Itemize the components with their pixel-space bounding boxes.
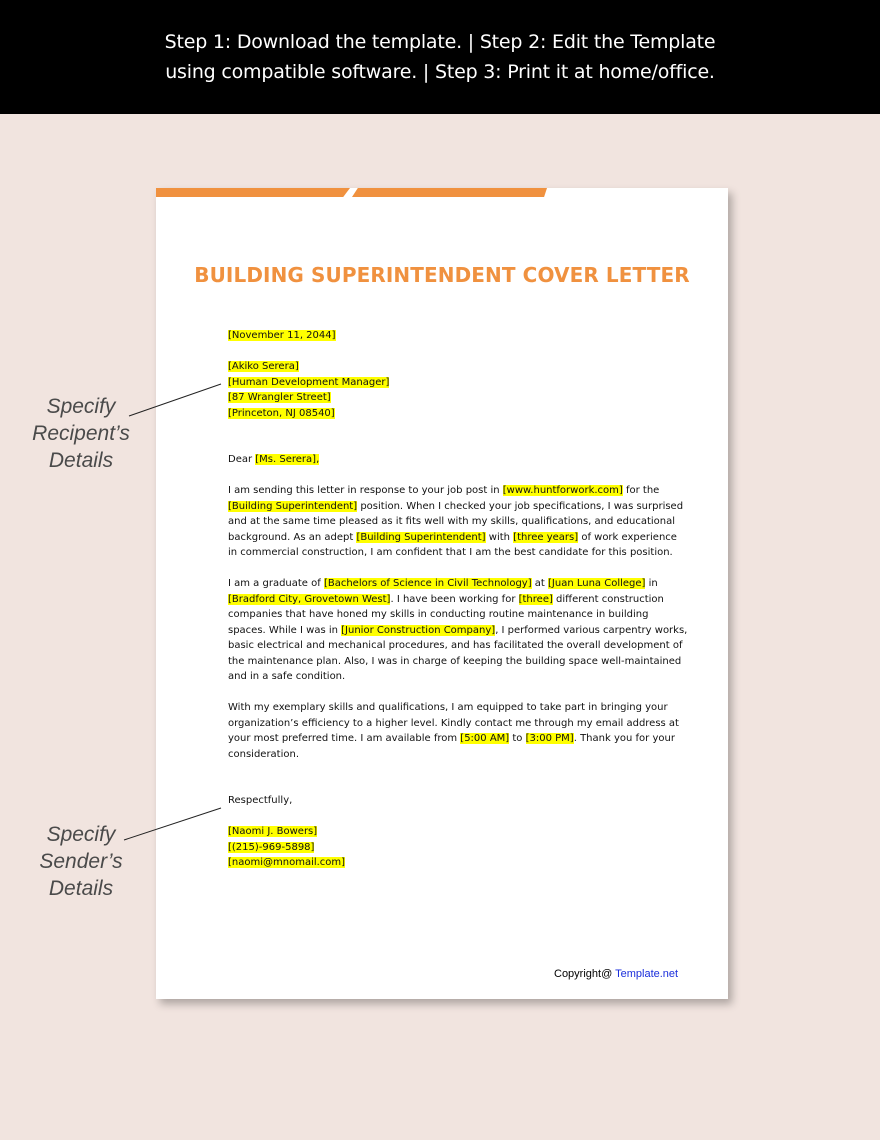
sender-phone: [(215)-969-5898] [228, 841, 315, 853]
closing: Respectfully, [228, 795, 293, 806]
letter-body [228, 328, 688, 871]
date: [November 11, 2044] [228, 330, 336, 341]
copyright [554, 968, 678, 980]
banner-line-1: Step 1: Download the template. | Step 2: Edit the Template [164, 31, 716, 53]
salutation-prefix: Dear [228, 454, 253, 465]
letter-page [156, 188, 728, 999]
recipient-city: [Princeton, NJ 08540] [228, 407, 335, 419]
top-banner [0, 0, 880, 114]
paragraph-3: With my exemplary skills and qualifications, I am equipped to take part in bringing your organization’s efficiency to a higher level. Kindly contact me through my email address at your most preferred time. I am available from [5:00 AM] to [3:00 PM]. Thank you for your consideration. [228, 702, 679, 760]
salutation [228, 452, 688, 468]
highlight-position-2: [Building Superintendent] [356, 531, 486, 543]
sender-email: [naomi@mnomail.com] [228, 857, 346, 868]
highlight-college: [Juan Luna College] [548, 578, 646, 589]
highlight-position: [Building Superintendent] [228, 500, 358, 512]
highlight-count: [three] [518, 593, 553, 605]
highlight-years: [three years] [513, 531, 579, 543]
recipient-position: [Human Development Manager] [228, 376, 390, 388]
highlight-location: [Bradford City, Grovetown West] [228, 593, 391, 605]
recipient-name: [Akiko Serera] [228, 361, 299, 372]
accent-bar-right [352, 188, 547, 197]
highlight-company: [Junior Construction Company] [341, 624, 496, 636]
copyright-label: Copyright@ [554, 968, 616, 980]
highlight-degree: [Bachelors of Science in Civil Technology] [323, 578, 532, 589]
highlight-end-time: [3:00 PM] [525, 733, 574, 744]
banner-line-2: using compatible software. | Step 3: Print it at home/office. [165, 61, 715, 83]
paragraph-2: I am a graduate of [Bachelors of Science in Civil Technology] at [Juan Luna College] in [Bradford City, Grovetown West]. I have been working for [three] different construction companies that have honed my skills in conducting routine maintenance in building spaces. While I was in [Junior Construction Company], I performed various carpentry works, basic electrical and mechanical procedures, and has facilitated the overall development of the maintenance plan. Also, I was in charge of keeping the building space well-maintained and in a safe condition. [228, 578, 688, 682]
accent-bar-left [156, 188, 350, 197]
sender-name: [Naomi J. Bowers] [228, 826, 318, 837]
highlight-start-time: [5:00 AM] [460, 733, 510, 744]
annotation-recipient: Specify Recipent’s Details [32, 395, 130, 472]
highlight-website: [www.huntforwork.com] [502, 485, 623, 496]
paragraph-1: I am sending this letter in response to your job post in [www.huntforwork.com] for the [Building Superintendent] position. When I checked your job specifications, I was surprised and at the same time pleased as it fits well with my skills, qualifications, and educational background. As an adept [Building Superintendent] with [three years] of work experience in commercial construction, I am confident that I am the best candidate for this position. [228, 485, 684, 558]
recipient-street: [87 Wrangler Street] [228, 392, 331, 403]
document-title: BUILDING SUPERINTENDENT COVER LETTER [194, 263, 690, 287]
brand-link[interactable]: Template.net [615, 968, 679, 980]
salutation-name: [Ms. Serera], [255, 454, 320, 465]
annotation-sender: Specify Sender’s Details [39, 823, 123, 900]
